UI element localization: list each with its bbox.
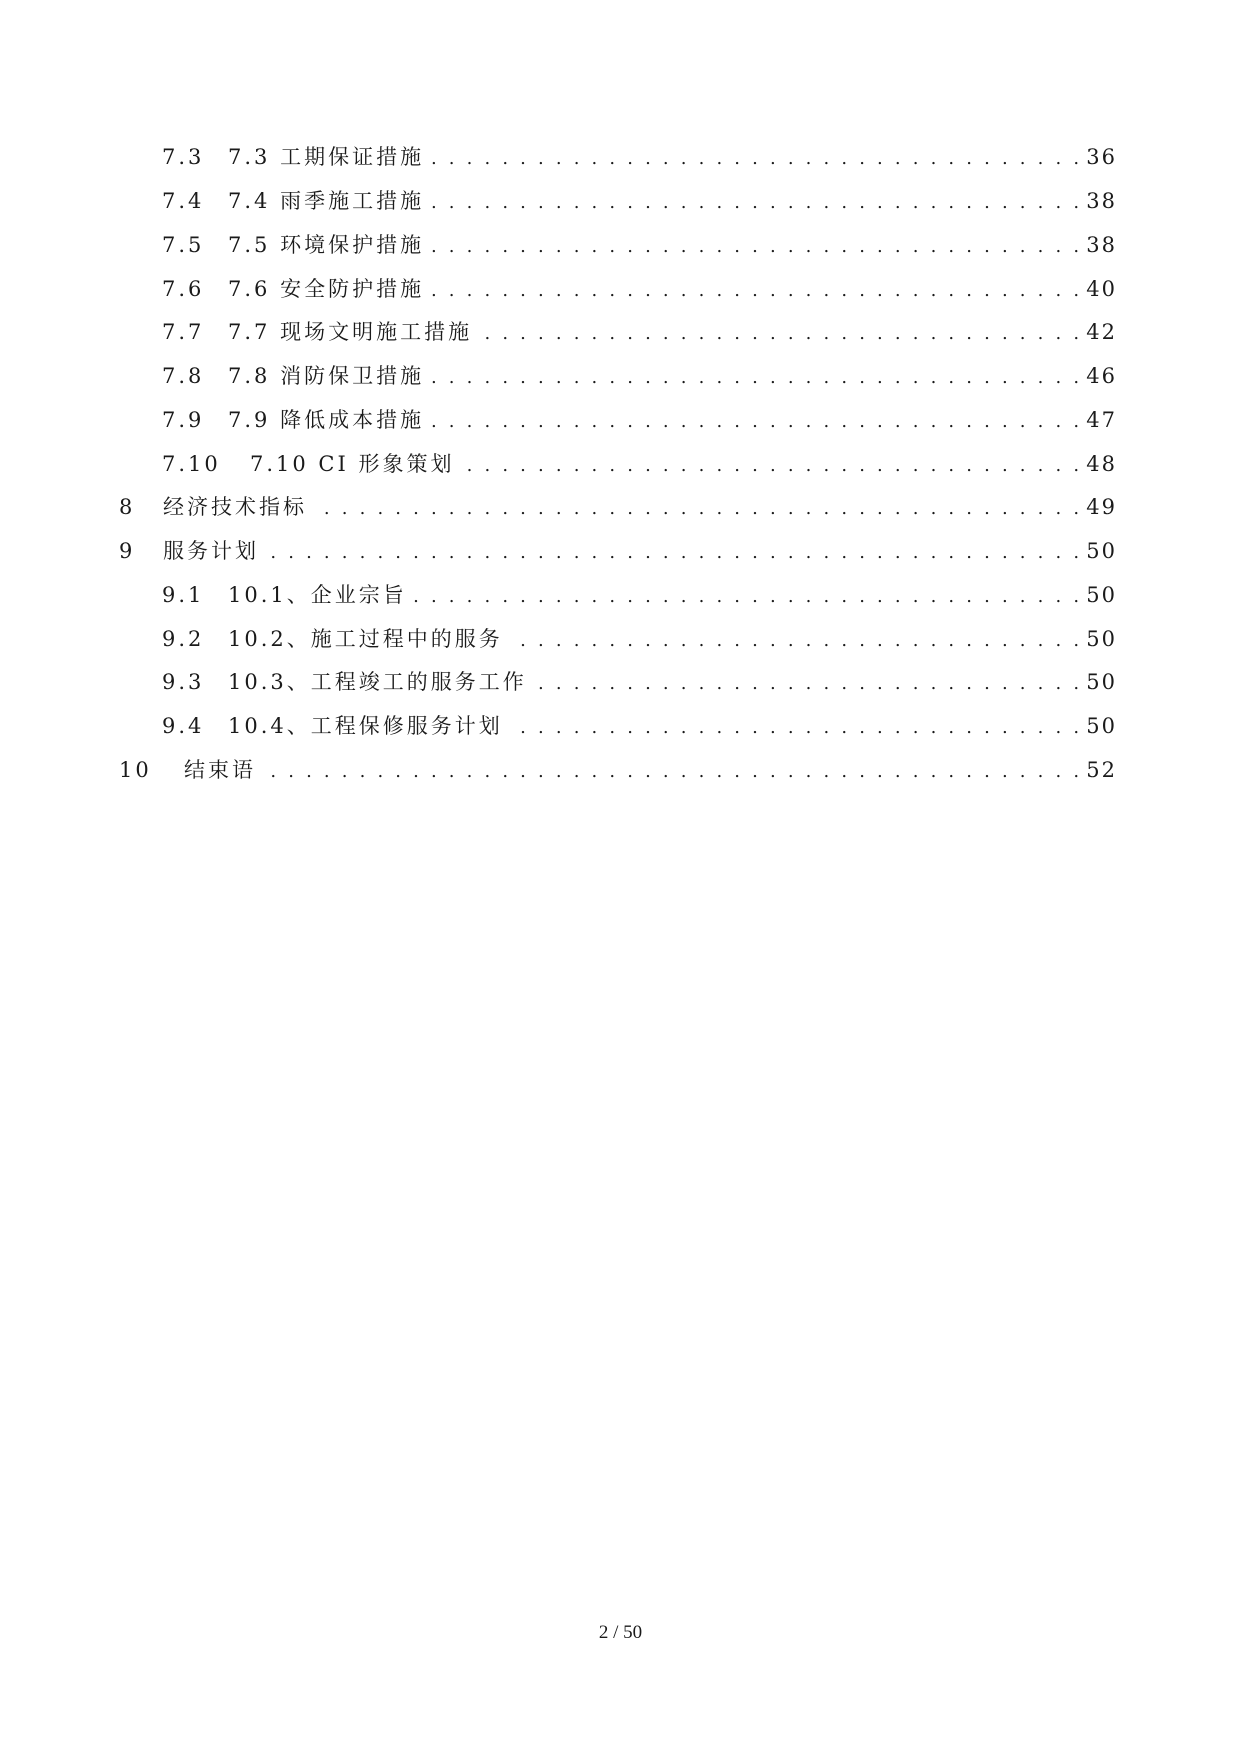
toc-entry-7-5[interactable] (162, 229, 1117, 269)
toc-entry-7-10[interactable] (162, 448, 1117, 488)
toc-entry-number: 7.8 (162, 364, 205, 388)
toc-entry-9-1[interactable] (162, 579, 1117, 619)
toc-entry-number: 10 (119, 758, 152, 782)
toc-entry-7-3[interactable] (162, 141, 1117, 181)
dot-leader (428, 411, 1082, 432)
toc-entry-page: 47 (1086, 408, 1117, 432)
toc-entry-number: 9.3 (162, 670, 205, 694)
toc-entry-title: 7.4 雨季施工措施 (228, 189, 425, 213)
dot-leader (428, 236, 1082, 257)
toc-entry-number: 7.9 (162, 408, 205, 432)
toc-entry-page: 50 (1086, 714, 1117, 738)
toc-entry-page: 52 (1086, 758, 1117, 782)
toc-entry-number: 7.3 (162, 145, 205, 169)
toc-entry-number: 9.4 (162, 714, 205, 738)
toc-entry-number: 7.5 (162, 233, 205, 257)
toc-entry-7-4[interactable] (162, 185, 1117, 225)
toc-entry-number: 9.2 (162, 627, 205, 651)
toc-entry-7-6[interactable] (162, 273, 1117, 313)
toc-entry-number: 7.4 (162, 189, 205, 213)
dot-leader (260, 761, 1082, 782)
toc-entry-number: 7.10 (162, 452, 221, 476)
toc-entry-number: 9.1 (162, 583, 205, 607)
dot-leader (428, 192, 1082, 213)
toc-entry-page: 49 (1086, 495, 1117, 519)
toc-entry-8[interactable] (119, 491, 1117, 531)
toc-entry-7-9[interactable] (162, 404, 1117, 444)
page-number-footer: 2 / 50 (598, 1622, 643, 1643)
toc-entry-page: 48 (1086, 452, 1117, 476)
dot-leader (458, 455, 1082, 476)
toc-entry-page: 50 (1086, 627, 1117, 651)
toc-entry-title: 经济技术指标 (163, 495, 307, 519)
dot-leader (507, 630, 1083, 651)
toc-entry-title: 7.7 现场文明施工措施 (228, 320, 473, 344)
toc-entry-title: 7.3 工期保证措施 (228, 145, 425, 169)
dot-leader (428, 367, 1082, 388)
toc-entry-title: 7.9 降低成本措施 (228, 408, 425, 432)
dot-leader (311, 498, 1082, 519)
toc-entry-title: 10.1、企业宗旨 (228, 583, 407, 607)
toc-entry-page: 42 (1086, 320, 1117, 344)
toc-entry-number: 7.6 (162, 277, 205, 301)
dot-leader (476, 323, 1082, 344)
toc-entry-title: 7.5 环境保护措施 (228, 233, 425, 257)
toc-entry-page: 36 (1086, 145, 1117, 169)
dot-leader (428, 148, 1082, 169)
dot-leader (411, 586, 1083, 607)
toc-entry-number: 8 (119, 495, 136, 519)
toc-entry-title: 7.6 安全防护措施 (228, 277, 425, 301)
toc-entry-page: 50 (1086, 583, 1117, 607)
dot-leader (428, 280, 1082, 301)
toc-entry-7-8[interactable] (162, 360, 1117, 400)
toc-entry-number: 9 (119, 539, 136, 563)
toc-entry-page: 46 (1086, 364, 1117, 388)
toc-entry-title: 7.8 消防保卫措施 (228, 364, 425, 388)
toc-entry-title: 服务计划 (163, 539, 259, 563)
dot-leader (507, 717, 1083, 738)
toc-entry-page: 50 (1086, 670, 1117, 694)
toc-entry-page: 38 (1086, 189, 1117, 213)
toc-entry-page: 50 (1086, 539, 1117, 563)
toc-entry-number: 7.7 (162, 320, 205, 344)
toc-entry-10[interactable] (119, 754, 1117, 794)
toc-entry-9-3[interactable] (162, 666, 1117, 706)
dot-leader (263, 542, 1082, 563)
toc-entry-title: 10.2、施工过程中的服务 (228, 627, 503, 651)
toc-entry-title: 7.10 CI 形象策划 (250, 452, 455, 476)
toc-entry-page: 40 (1086, 277, 1117, 301)
toc-entry-7-7[interactable] (162, 316, 1117, 356)
toc-entry-page: 38 (1086, 233, 1117, 257)
toc-entry-title: 10.3、工程竣工的服务工作 (228, 670, 527, 694)
toc-entry-9-2[interactable] (162, 623, 1117, 663)
toc-entry-title: 结束语 (184, 758, 256, 782)
dot-leader (531, 673, 1083, 694)
toc-entry-9-4[interactable] (162, 710, 1117, 750)
toc-entry-title: 10.4、工程保修服务计划 (228, 714, 503, 738)
toc-entry-9[interactable] (119, 535, 1117, 575)
